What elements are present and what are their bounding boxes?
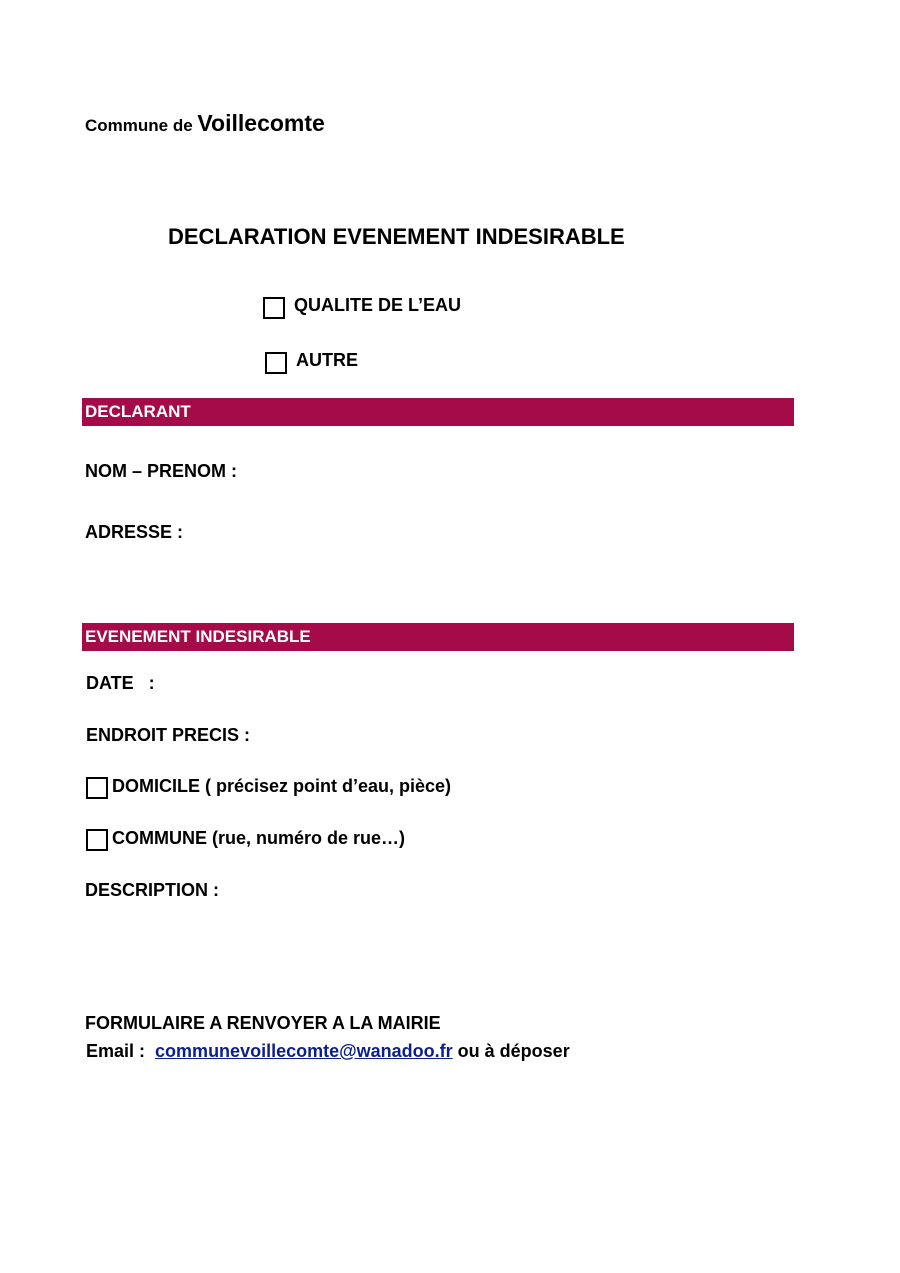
- commune-prefix: Commune de: [85, 116, 193, 135]
- section-header-evenement: EVENEMENT INDESIRABLE: [82, 623, 794, 651]
- section-header-declarant: DECLARANT: [82, 398, 794, 426]
- option-label-qualite-eau: QUALITE DE L’EAU: [294, 295, 462, 315]
- email-suffix: ou à déposer: [457, 1041, 570, 1061]
- checkbox-qualite-eau[interactable]: [263, 297, 285, 319]
- footer-instruction: FORMULAIRE A RENVOYER A LA MAIRIE: [85, 1013, 441, 1033]
- page-title: DECLARATION EVENEMENT INDESIRABLE: [168, 224, 625, 249]
- option-label-autre: AUTRE: [296, 350, 358, 370]
- field-label-description: DESCRIPTION :: [85, 880, 220, 900]
- field-label-endroit: ENDROIT PRECIS :: [86, 725, 251, 745]
- checkbox-domicile[interactable]: [86, 777, 108, 799]
- checkbox-commune[interactable]: [86, 829, 108, 851]
- field-label-nom-prenom: NOM – PRENOM :: [85, 461, 238, 481]
- footer-email-line: [86, 1041, 570, 1062]
- email-link[interactable]: communevoillecomte@wanadoo.fr: [155, 1041, 453, 1061]
- field-label-date: DATE :: [86, 673, 155, 693]
- field-label-adresse: ADRESSE :: [85, 522, 184, 542]
- option-label-commune: COMMUNE (rue, numéro de rue…): [112, 828, 406, 848]
- commune-header: [85, 110, 325, 137]
- option-label-domicile: DOMICILE ( précisez point d’eau, pièce): [112, 776, 452, 796]
- email-label: Email :: [86, 1041, 146, 1061]
- checkbox-autre[interactable]: [265, 352, 287, 374]
- commune-name: Voillecomte: [197, 110, 325, 136]
